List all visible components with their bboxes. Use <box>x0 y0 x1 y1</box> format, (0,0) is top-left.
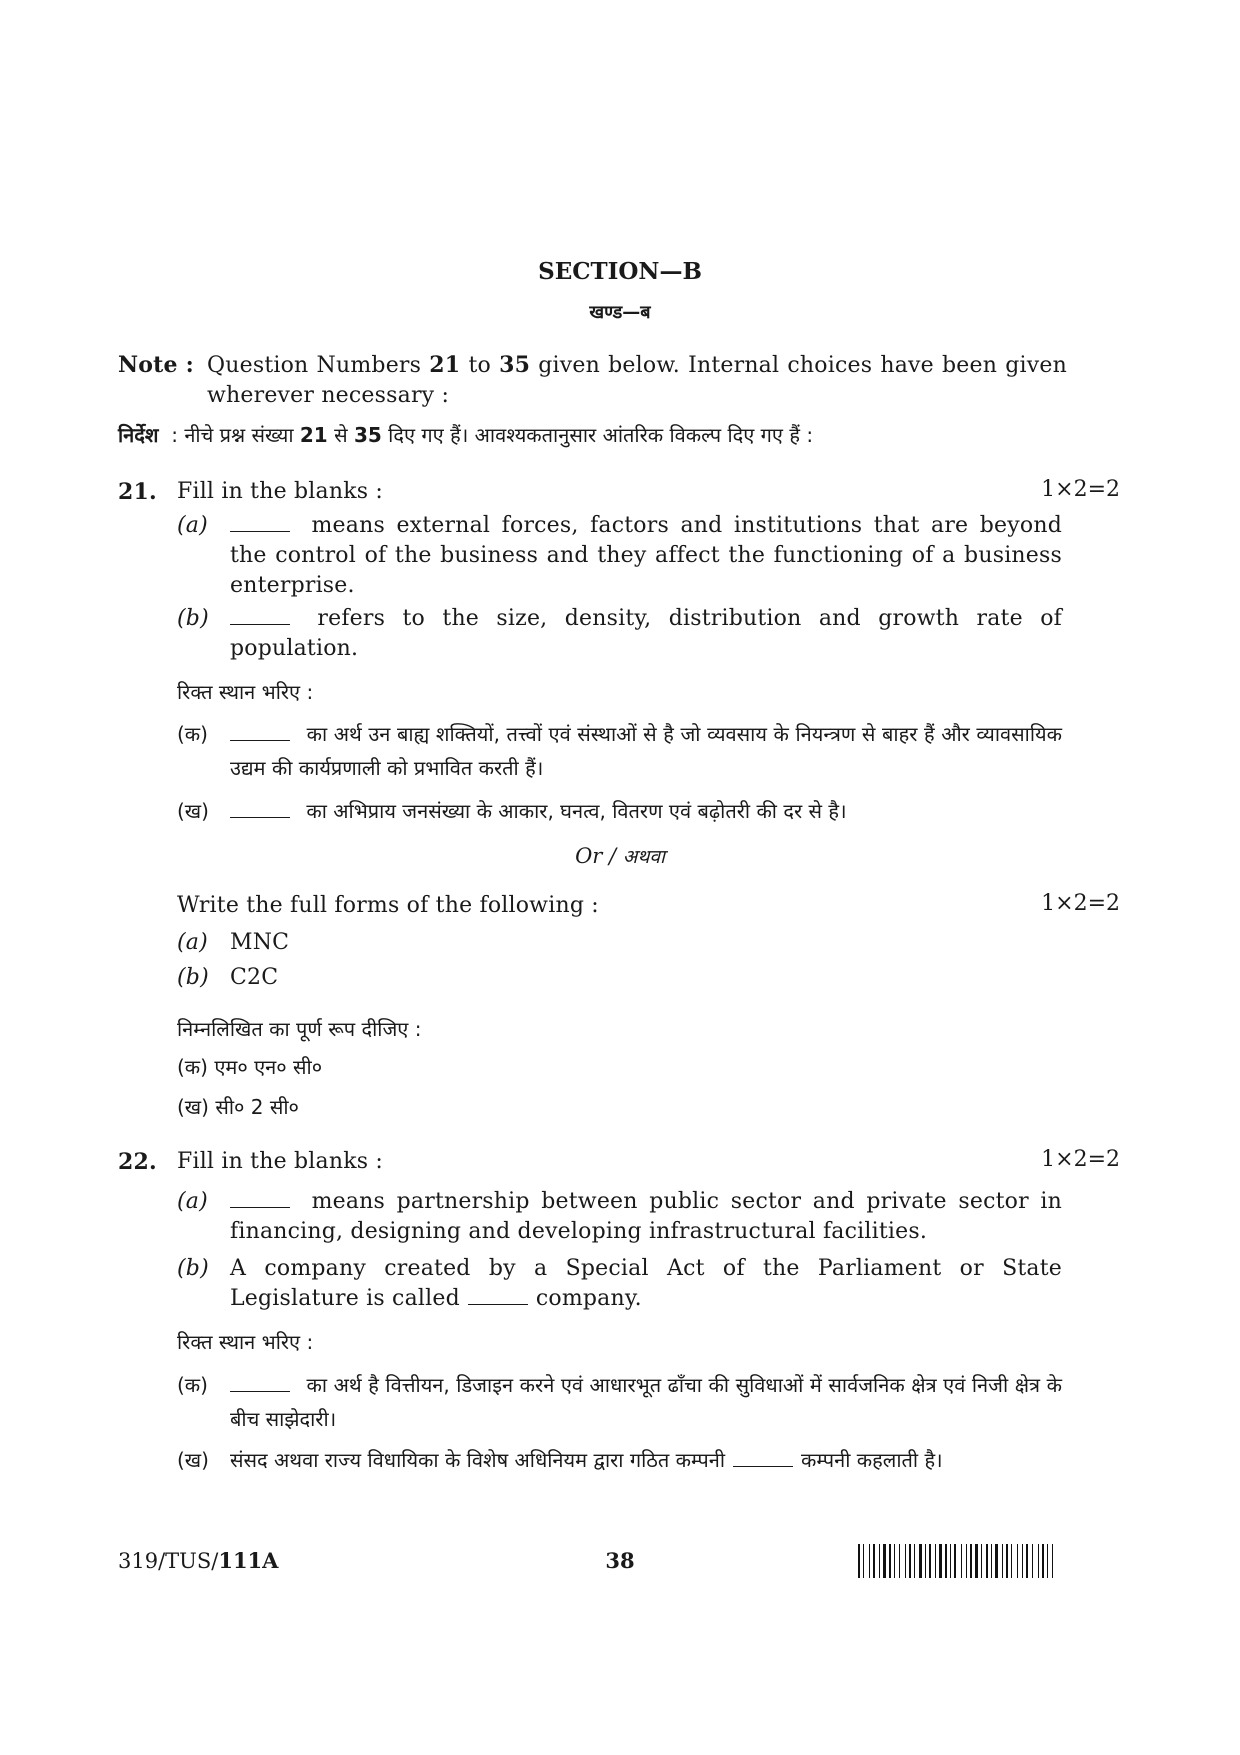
q21-or <box>0 843 1240 869</box>
q22-b-label: (b) <box>177 1256 209 1281</box>
q22-hindi-b-blank <box>733 1448 793 1467</box>
note-hindi-part-2: से <box>327 423 354 447</box>
note-hindi-number-35: 35 <box>353 423 382 447</box>
paper-code-bold: 111A <box>218 1548 279 1573</box>
q22-marks: 1×2=2 <box>1041 1147 1120 1172</box>
note-text <box>207 350 1067 411</box>
q22-a <box>230 1187 1062 1247</box>
q22-a-blank <box>230 1189 290 1208</box>
note-hindi: निर्देश : नीचे प्रश्न संख्या 21 से 35 दिए गए हैं। आवश्यकतानुसार आंतरिक विकल्प दिए गए हैं : <box>118 423 814 447</box>
q21-a-label: (a) <box>177 513 208 538</box>
q21-a <box>230 511 1062 601</box>
q22-hindi-a-blank <box>230 1373 290 1392</box>
q21-hindi-b <box>230 794 1062 828</box>
q22-b-text-2: company. <box>535 1286 642 1311</box>
note-hindi-part-1: नीचे प्रश्न संख्या <box>184 423 300 447</box>
q21-b-label: (b) <box>177 606 209 631</box>
q21-b <box>230 604 1062 664</box>
q21-number: 21. <box>118 479 157 505</box>
q22-b-blank <box>468 1286 528 1305</box>
q21-hindi-a-label: (क) <box>177 722 208 746</box>
q21-a-blank <box>230 513 290 532</box>
note-part-1: Question Numbers <box>207 353 430 378</box>
q21-hindi-a-text: का अर्थ उन बाह्य शक्तियों, तत्त्वों एवं संस्थाओं से है जो व्यवसाय के नियन्त्रण से बाहर हैं और व्यावसायिक उद्यम की कार्यप्रणाली को प्रभावित करती हैं। <box>230 722 1062 780</box>
barcode-image <box>858 1542 1122 1582</box>
q21-hindi-prompt: रिक्त स्थान भरिए : <box>177 680 314 704</box>
q22-hindi-a-label: (क) <box>177 1373 208 1397</box>
q21-alt-prompt: Write the full forms of the following : <box>177 893 599 918</box>
q22-b-text-1: A company created by a Special Act of the Parliament or State Legislature is called <box>230 1256 1062 1311</box>
note-part-2: to <box>460 353 500 378</box>
q22-prompt: Fill in the blanks : <box>177 1149 384 1174</box>
q21-marks: 1×2=2 <box>1041 477 1120 502</box>
q21-alt-hindi-a: (क) एम० एन० सी० <box>177 1055 323 1079</box>
q22-number: 22. <box>118 1149 157 1175</box>
q21-alt-b-text: C2C <box>230 965 279 990</box>
note-number-35: 35 <box>499 352 531 378</box>
note-hindi-label: निर्देश <box>118 423 159 447</box>
q21-a-text: means external forces, factors and institutions that are beyond the control of the business and they affect the functioning of a business enterprise. <box>230 513 1062 598</box>
q22-b <box>230 1254 1062 1314</box>
q21-b-blank <box>230 606 290 625</box>
q21-alt-hindi-b: (ख) सी० 2 सी० <box>177 1095 299 1119</box>
q22-hindi-b-text-2: कम्पनी कहलाती है। <box>801 1448 943 1472</box>
q21-or-english: Or / <box>575 844 623 868</box>
q21-hindi-b-label: (ख) <box>177 799 209 823</box>
q22-hindi-a-text: का अर्थ है वित्तीयन, डिजाइन करने एवं आधारभूत ढाँचा की सुविधाओं में सार्वजनिक क्षेत्र एवं निजी क्षेत्र के बीच साझेदारी। <box>230 1373 1062 1431</box>
q21-hindi-a-blank <box>230 722 290 741</box>
q21-hindi-b-blank <box>230 799 290 818</box>
q22-hindi-b <box>230 1443 1062 1477</box>
q21-prompt: Fill in the blanks : <box>177 479 384 504</box>
q21-alt-a-label: (a) <box>177 930 208 955</box>
q22-hindi-b-label: (ख) <box>177 1448 209 1472</box>
q22-a-text: means partnership between public sector and private sector in financing, designing and developing infrastructural facilities. <box>230 1189 1062 1244</box>
q21-alt-hindi-prompt: निम्नलिखित का पूर्ण रूप दीजिए : <box>177 1017 422 1041</box>
note-hindi-part-3: दिए गए हैं। आवश्यकतानुसार आंतरिक विकल्प दिए गए हैं : <box>381 423 814 447</box>
q21-alt-marks: 1×2=2 <box>1041 891 1120 916</box>
note-label: Note : <box>118 352 194 378</box>
q22-hindi-a <box>230 1368 1062 1436</box>
section-title-hindi: खण्ड—ब <box>589 302 651 323</box>
q22-hindi-prompt: रिक्त स्थान भरिए : <box>177 1330 314 1354</box>
note-part-3: given below. Internal choices have been given wherever necessary : <box>207 353 1067 408</box>
q21-alt-b-label: (b) <box>177 965 209 990</box>
note-label-text: Note <box>118 352 178 378</box>
page-number: 38 <box>605 1548 635 1573</box>
q21-hindi-a <box>230 717 1062 785</box>
q21-alt-a-text: MNC <box>230 930 290 955</box>
q21-hindi-b-text: का अभिप्राय जनसंख्या के आकार, घनत्व, वितरण एवं बढ़ोतरी की दर से है। <box>300 799 847 823</box>
q22-hindi-b-text-1: संसद अथवा राज्य विधायिका के विशेष अधिनियम द्वारा गठित कम्पनी <box>230 1448 726 1472</box>
note-hindi-number-21: 21 <box>299 423 328 447</box>
paper-code-prefix: 319/TUS/ <box>118 1549 219 1573</box>
q22-a-label: (a) <box>177 1189 208 1214</box>
q21-b-text: refers to the size, density, distribution and growth rate of population. <box>230 606 1062 661</box>
note-number-21: 21 <box>429 352 461 378</box>
section-title: SECTION—B <box>538 258 702 285</box>
q21-or-hindi: अथवा <box>622 846 665 868</box>
